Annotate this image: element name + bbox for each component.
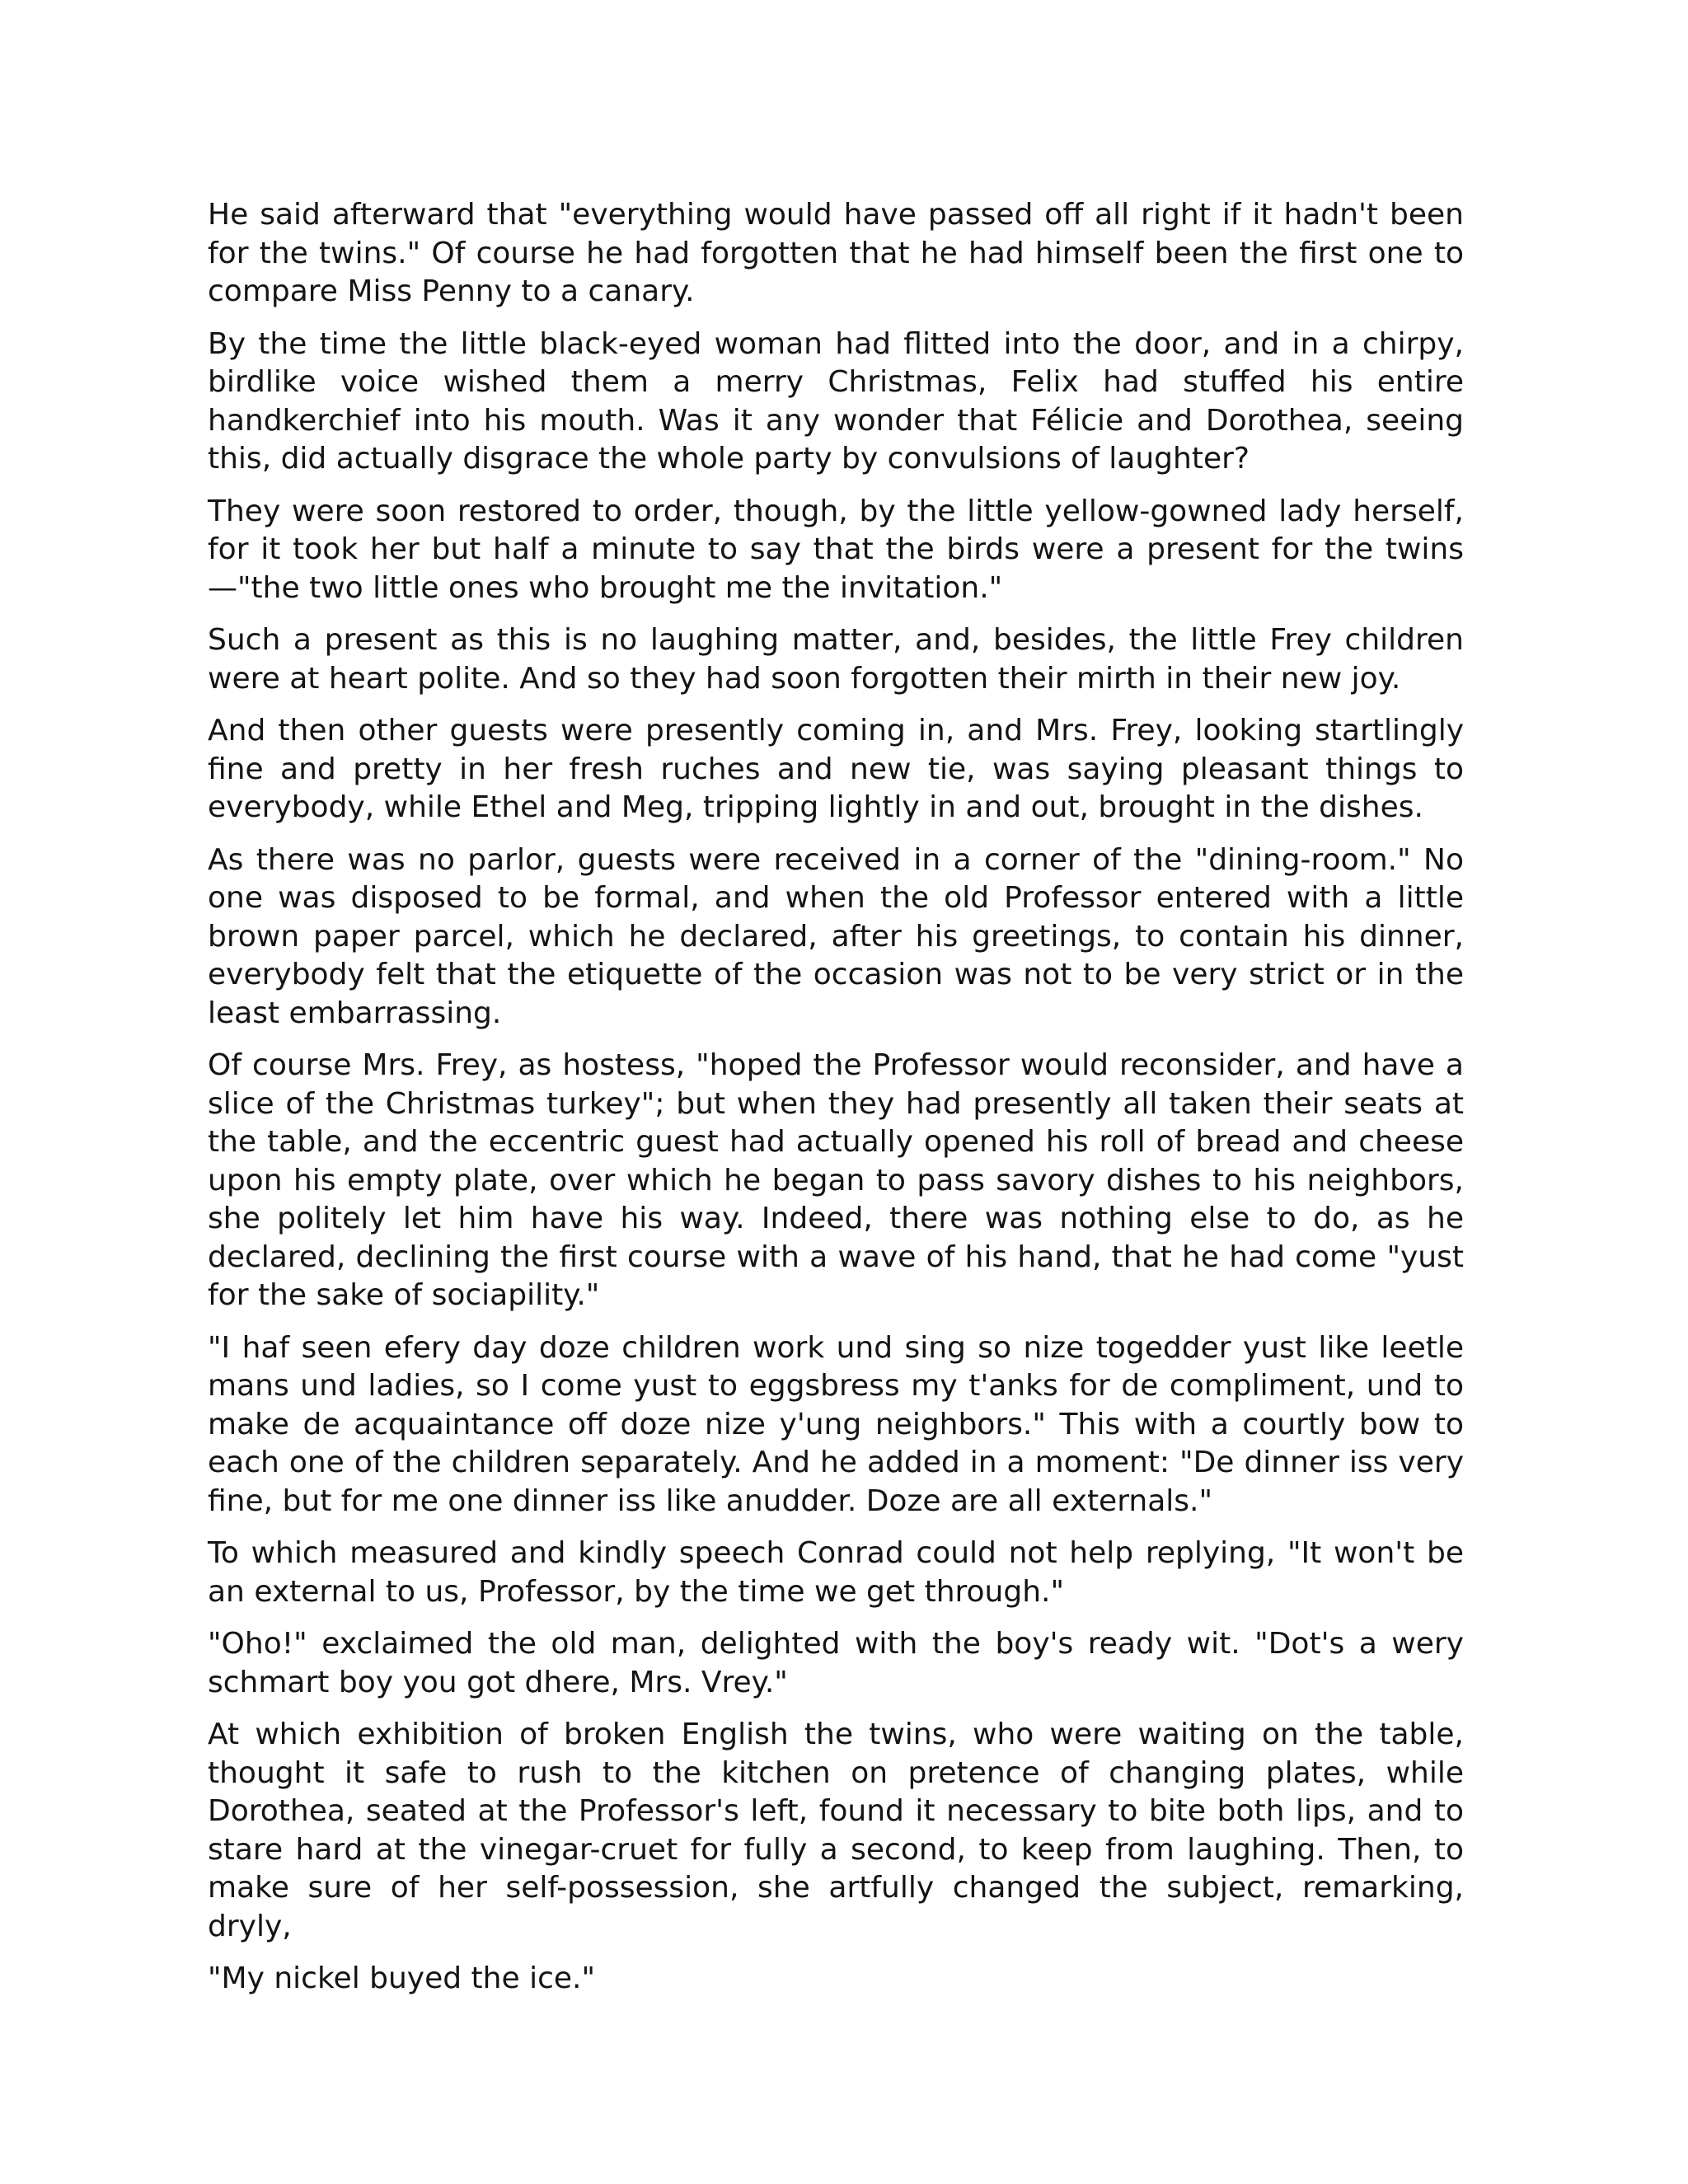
paragraph-10: "Oho!" exclaimed the old man, delighted with the boy's ready wit. "Dot's a wery schmart boy you got dhere, Mrs. Vrey." xyxy=(208,1627,1464,1699)
paragraph-9: To which measured and kindly speech Conrad could not help replying, "It won't be an external to us, Professor, by the time we get through." xyxy=(208,1536,1464,1609)
paragraph-5: And then other guests were presently coming in, and Mrs. Frey, looking startlingly fine and pretty in her fresh ruches and new tie, was saying pleasant things to everybody, while Ethel and Meg, tripping lightly in and out, brought in the dishes. xyxy=(208,714,1464,824)
paragraph-6: As there was no parlor, guests were received in a corner of the "dining-room." No one was disposed to be formal, and when the old Professor entered with a little brown paper parcel, which he declared, after his greetings, to contain his dinner, everybody felt that the etiquette of the occasion was not to be very strict or in the least embarrassing. xyxy=(208,842,1464,1030)
paragraph-1: He said afterward that "everything would have passed off all right if it hadn't been for the twins." Of course he had forgotten that he had himself been the first one to compare Miss Penny to a canary. xyxy=(208,198,1464,308)
paragraph-8: "I haf seen efery day doze children work und sing so nize togedder yust like leetle mans und ladies, so I come yust to eggsbress my t'anks for de compliment, und to make de acquaintance off doze nize y'ung neighbors." This with a courtly bow to each one of the children separately. And he added in a moment: "De dinner iss very fine, but for me one dinner iss like anudder. Doze are all externals." xyxy=(208,1330,1464,1518)
paragraph-3: They were soon restored to order, though, by the little yellow-gowned lady herself, for it took her but half a minute to say that the birds were a present for the twins—"the two little ones who brought me the invitation." xyxy=(208,494,1464,605)
paragraph-12: "My nickel buyed the ice." xyxy=(208,1961,596,1995)
paragraph-2: By the time the little black-eyed woman had flitted into the door, and in a chirpy, birdlike voice wished them a merry Christmas, Felix had stuffed his entire handkerchief into his mouth. Was it any wonder that Félicie and Dorothea, seeing this, did actually disgrace the whole party by convulsions of laughter? xyxy=(208,326,1464,476)
paragraph-4: Such a present as this is no laughing matter, and, besides, the little Frey children were at heart polite. And so they had soon forgotten their mirth in their new joy. xyxy=(208,623,1464,696)
paragraph-11: At which exhibition of broken English the twins, who were waiting on the table, thought it safe to rush to the kitchen on pretence of changing plates, while Dorothea, seated at the Professor's left, found it necessary to bite both lips, and to stare hard at the vinegar-cruet for fully a second, to keep from laughing. Then, to make sure of her self-possession, she artfully changed the subject, remarking, dryly, xyxy=(208,1718,1464,1943)
page-body xyxy=(208,196,1464,2013)
paragraph-7: Of course Mrs. Frey, as hostess, "hoped the Professor would reconsider, and have a slice of the Christmas turkey"; but when they had presently all taken their seats at the table, and the eccentric guest had actually opened his roll of bread and cheese upon his empty plate, over which he began to pass savory dishes to his neighbors, she politely let him have his way. Indeed, there was nothing else to do, as he declared, declining the first course with a wave of his hand, that he had come "yust for the sake of sociapility." xyxy=(208,1048,1464,1312)
